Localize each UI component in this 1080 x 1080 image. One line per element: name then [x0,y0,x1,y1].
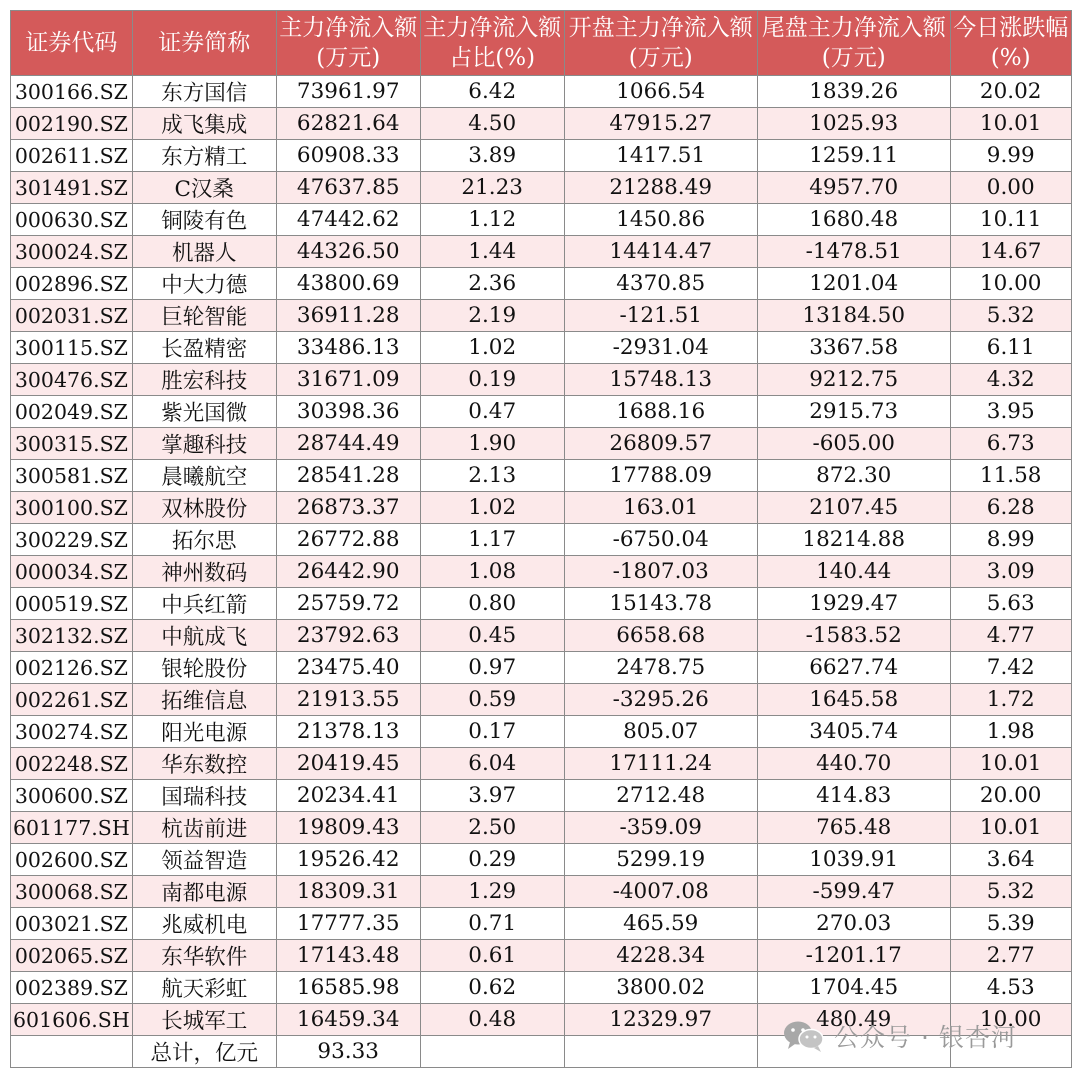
table-row [11,492,1072,524]
cell-closing-net-inflow: 1704.45 [757,972,950,1004]
cell-closing-net-inflow: 4957.70 [757,172,950,204]
cell-daily-change: 3.95 [950,396,1071,428]
cell-main-net-inflow: 28744.49 [276,428,420,460]
cell-main-net-inflow-ratio: 1.29 [420,876,564,908]
cell-main-net-inflow: 20419.45 [276,748,420,780]
header-closing-net-inflow: 尾盘主力净流入额(万元) [757,11,950,76]
cell-daily-change: 4.32 [950,364,1071,396]
cell-closing-net-inflow: 1645.58 [757,684,950,716]
cell-opening-net-inflow: 15748.13 [564,364,757,396]
cell-security-name: 中大力德 [132,268,276,300]
cell-security-code: 000519.SZ [11,588,133,620]
cell-opening-net-inflow: -6750.04 [564,524,757,556]
cell-main-net-inflow: 23792.63 [276,620,420,652]
header-main-net-inflow-ratio: 主力净流入额占比(%) [420,11,564,76]
cell-security-code: 003021.SZ [11,908,133,940]
cell-daily-change: 20.02 [950,76,1071,108]
cell-closing-net-inflow: 6627.74 [757,652,950,684]
fund-flow-table [10,10,1072,1068]
table-row [11,268,1072,300]
cell-main-net-inflow: 16459.34 [276,1004,420,1036]
cell-main-net-inflow: 21913.55 [276,684,420,716]
cell-opening-net-inflow: -1807.03 [564,556,757,588]
cell-opening-net-inflow: 21288.49 [564,172,757,204]
cell-opening-net-inflow: 1417.51 [564,140,757,172]
cell-security-code: 300581.SZ [11,460,133,492]
cell-daily-change: 2.77 [950,940,1071,972]
cell-daily-change: 6.28 [950,492,1071,524]
cell-security-name: 华东数控 [132,748,276,780]
cell-security-name: 紫光国微 [132,396,276,428]
cell-opening-net-inflow: 12329.97 [564,1004,757,1036]
total-empty-cell [11,1036,133,1068]
cell-daily-change: 20.00 [950,780,1071,812]
cell-closing-net-inflow: 872.30 [757,460,950,492]
cell-main-net-inflow: 26873.37 [276,492,420,524]
cell-security-name: 成飞集成 [132,108,276,140]
cell-main-net-inflow: 47637.85 [276,172,420,204]
cell-security-name: C汉桑 [132,172,276,204]
cell-security-code: 002190.SZ [11,108,133,140]
cell-security-name: 中兵红箭 [132,588,276,620]
cell-security-code: 002126.SZ [11,652,133,684]
cell-security-code: 601177.SH [11,812,133,844]
cell-main-net-inflow-ratio: 0.45 [420,620,564,652]
cell-security-code: 300600.SZ [11,780,133,812]
cell-daily-change: 6.73 [950,428,1071,460]
cell-security-name: 东方国信 [132,76,276,108]
cell-daily-change: 1.72 [950,684,1071,716]
cell-security-name: 阳光电源 [132,716,276,748]
total-label: 总计，亿元 [132,1036,276,1068]
cell-opening-net-inflow: -2931.04 [564,332,757,364]
table-row [11,812,1072,844]
table-row [11,844,1072,876]
cell-daily-change: 3.09 [950,556,1071,588]
cell-main-net-inflow-ratio: 1.12 [420,204,564,236]
cell-security-name: 双林股份 [132,492,276,524]
cell-main-net-inflow-ratio: 0.47 [420,396,564,428]
cell-security-name: 晨曦航空 [132,460,276,492]
cell-opening-net-inflow: 26809.57 [564,428,757,460]
cell-main-net-inflow: 17777.35 [276,908,420,940]
cell-daily-change: 14.67 [950,236,1071,268]
cell-closing-net-inflow: 2915.73 [757,396,950,428]
cell-main-net-inflow: 26772.88 [276,524,420,556]
cell-main-net-inflow-ratio: 6.04 [420,748,564,780]
table-row [11,748,1072,780]
table-row [11,428,1072,460]
cell-closing-net-inflow: -1478.51 [757,236,950,268]
table-row [11,108,1072,140]
cell-opening-net-inflow: 465.59 [564,908,757,940]
table-row [11,396,1072,428]
cell-daily-change: 10.11 [950,204,1071,236]
header-main-net-inflow: 主力净流入额(万元) [276,11,420,76]
cell-security-code: 300315.SZ [11,428,133,460]
cell-main-net-inflow: 23475.40 [276,652,420,684]
cell-main-net-inflow: 28541.28 [276,460,420,492]
cell-opening-net-inflow: 1450.86 [564,204,757,236]
cell-closing-net-inflow: 1039.91 [757,844,950,876]
cell-security-name: 中航成飞 [132,620,276,652]
cell-main-net-inflow: 26442.90 [276,556,420,588]
cell-security-name: 机器人 [132,236,276,268]
table-row [11,652,1072,684]
cell-daily-change: 6.11 [950,332,1071,364]
cell-main-net-inflow: 17143.48 [276,940,420,972]
table-row [11,940,1072,972]
cell-security-code: 000034.SZ [11,556,133,588]
cell-opening-net-inflow: 15143.78 [564,588,757,620]
cell-security-code: 601606.SH [11,1004,133,1036]
table-row [11,76,1072,108]
cell-closing-net-inflow: 440.70 [757,748,950,780]
cell-main-net-inflow: 18309.31 [276,876,420,908]
cell-main-net-inflow-ratio: 1.17 [420,524,564,556]
cell-main-net-inflow-ratio: 1.44 [420,236,564,268]
cell-main-net-inflow-ratio: 3.97 [420,780,564,812]
cell-opening-net-inflow: 3800.02 [564,972,757,1004]
cell-main-net-inflow-ratio: 2.36 [420,268,564,300]
cell-daily-change: 0.00 [950,172,1071,204]
cell-closing-net-inflow: 1025.93 [757,108,950,140]
cell-daily-change: 9.99 [950,140,1071,172]
cell-opening-net-inflow: 47915.27 [564,108,757,140]
cell-daily-change: 11.58 [950,460,1071,492]
cell-main-net-inflow: 43800.69 [276,268,420,300]
cell-opening-net-inflow: 805.07 [564,716,757,748]
table-row [11,684,1072,716]
cell-main-net-inflow: 20234.41 [276,780,420,812]
cell-main-net-inflow-ratio: 2.13 [420,460,564,492]
cell-security-name: 长城军工 [132,1004,276,1036]
cell-main-net-inflow: 44326.50 [276,236,420,268]
cell-security-code: 002261.SZ [11,684,133,716]
cell-security-code: 000630.SZ [11,204,133,236]
watermark [782,1018,1017,1054]
cell-security-code: 300274.SZ [11,716,133,748]
cell-daily-change: 4.77 [950,620,1071,652]
cell-main-net-inflow-ratio: 0.71 [420,908,564,940]
cell-closing-net-inflow: 270.03 [757,908,950,940]
table-row [11,364,1072,396]
cell-security-name: 掌趣科技 [132,428,276,460]
cell-opening-net-inflow: 163.01 [564,492,757,524]
cell-daily-change: 5.32 [950,300,1071,332]
cell-main-net-inflow: 25759.72 [276,588,420,620]
cell-closing-net-inflow: 765.48 [757,812,950,844]
cell-closing-net-inflow: -1583.52 [757,620,950,652]
cell-security-code: 300068.SZ [11,876,133,908]
cell-closing-net-inflow: -1201.17 [757,940,950,972]
table-row [11,588,1072,620]
cell-main-net-inflow-ratio: 4.50 [420,108,564,140]
cell-main-net-inflow-ratio: 0.59 [420,684,564,716]
header-security-code: 证券代码 [11,11,133,76]
cell-security-code: 002389.SZ [11,972,133,1004]
cell-closing-net-inflow: 13184.50 [757,300,950,332]
cell-closing-net-inflow: 140.44 [757,556,950,588]
table-row [11,204,1072,236]
cell-closing-net-inflow: 1839.26 [757,76,950,108]
cell-main-net-inflow: 33486.13 [276,332,420,364]
table-row [11,524,1072,556]
cell-closing-net-inflow: 414.83 [757,780,950,812]
cell-closing-net-inflow: 3405.74 [757,716,950,748]
cell-main-net-inflow-ratio: 1.02 [420,332,564,364]
cell-main-net-inflow: 31671.09 [276,364,420,396]
cell-main-net-inflow: 30398.36 [276,396,420,428]
table-row [11,908,1072,940]
cell-security-code: 302132.SZ [11,620,133,652]
cell-main-net-inflow-ratio: 0.62 [420,972,564,1004]
header-row [11,11,1072,76]
cell-opening-net-inflow: 2712.48 [564,780,757,812]
cell-daily-change: 1.98 [950,716,1071,748]
cell-main-net-inflow-ratio: 2.50 [420,812,564,844]
cell-closing-net-inflow: 18214.88 [757,524,950,556]
cell-opening-net-inflow: 2478.75 [564,652,757,684]
cell-security-code: 002065.SZ [11,940,133,972]
cell-opening-net-inflow: 4228.34 [564,940,757,972]
cell-closing-net-inflow: -605.00 [757,428,950,460]
cell-main-net-inflow-ratio: 0.17 [420,716,564,748]
cell-security-name: 杭齿前进 [132,812,276,844]
cell-security-name: 神州数码 [132,556,276,588]
cell-security-code: 300229.SZ [11,524,133,556]
cell-closing-net-inflow: 1929.47 [757,588,950,620]
cell-daily-change: 10.00 [950,1004,1071,1036]
cell-security-name: 领益智造 [132,844,276,876]
cell-security-name: 长盈精密 [132,332,276,364]
cell-security-name: 银轮股份 [132,652,276,684]
cell-main-net-inflow-ratio: 0.80 [420,588,564,620]
cell-security-code: 300476.SZ [11,364,133,396]
cell-main-net-inflow: 47442.62 [276,204,420,236]
watermark-text: 公众号 · 银杏河 [834,1023,1017,1052]
cell-main-net-inflow-ratio: 3.89 [420,140,564,172]
cell-daily-change: 10.01 [950,812,1071,844]
cell-opening-net-inflow: 6658.68 [564,620,757,652]
cell-security-code: 002611.SZ [11,140,133,172]
cell-security-name: 兆威机电 [132,908,276,940]
cell-security-name: 胜宏科技 [132,364,276,396]
header-security-name: 证券简称 [132,11,276,76]
table-row [11,556,1072,588]
cell-security-name: 拓尔思 [132,524,276,556]
table-row [11,236,1072,268]
cell-opening-net-inflow: -121.51 [564,300,757,332]
cell-closing-net-inflow: 2107.45 [757,492,950,524]
cell-daily-change: 8.99 [950,524,1071,556]
cell-closing-net-inflow: 1259.11 [757,140,950,172]
cell-main-net-inflow-ratio: 0.97 [420,652,564,684]
cell-security-code: 002896.SZ [11,268,133,300]
cell-opening-net-inflow: 5299.19 [564,844,757,876]
cell-security-name: 国瑞科技 [132,780,276,812]
cell-main-net-inflow-ratio: 21.23 [420,172,564,204]
cell-main-net-inflow: 36911.28 [276,300,420,332]
cell-security-code: 301491.SZ [11,172,133,204]
cell-security-name: 南都电源 [132,876,276,908]
table-row [11,332,1072,364]
cell-opening-net-inflow: -359.09 [564,812,757,844]
cell-main-net-inflow-ratio: 2.19 [420,300,564,332]
cell-main-net-inflow-ratio: 0.61 [420,940,564,972]
cell-security-name: 巨轮智能 [132,300,276,332]
total-value: 93.33 [276,1036,420,1068]
cell-opening-net-inflow: 4370.85 [564,268,757,300]
table-row [11,620,1072,652]
cell-daily-change: 4.53 [950,972,1071,1004]
cell-daily-change: 5.63 [950,588,1071,620]
cell-main-net-inflow: 19809.43 [276,812,420,844]
cell-security-code: 300100.SZ [11,492,133,524]
cell-main-net-inflow-ratio: 0.19 [420,364,564,396]
table-row [11,172,1072,204]
cell-main-net-inflow-ratio: 0.29 [420,844,564,876]
cell-closing-net-inflow: 480.49 [757,1004,950,1036]
cell-opening-net-inflow: -4007.08 [564,876,757,908]
cell-closing-net-inflow: 1680.48 [757,204,950,236]
cell-main-net-inflow-ratio: 6.42 [420,76,564,108]
cell-daily-change: 5.32 [950,876,1071,908]
total-empty-cell [564,1036,757,1068]
wechat-icon [782,1018,826,1054]
cell-main-net-inflow: 60908.33 [276,140,420,172]
cell-daily-change: 7.42 [950,652,1071,684]
header-opening-net-inflow: 开盘主力净流入额(万元) [564,11,757,76]
table-row [11,716,1072,748]
table-row [11,876,1072,908]
cell-security-code: 300024.SZ [11,236,133,268]
cell-daily-change: 5.39 [950,908,1071,940]
header-daily-change: 今日涨跌幅(%) [950,11,1071,76]
cell-security-code: 002049.SZ [11,396,133,428]
cell-main-net-inflow-ratio: 1.08 [420,556,564,588]
cell-closing-net-inflow: 9212.75 [757,364,950,396]
cell-opening-net-inflow: 1688.16 [564,396,757,428]
cell-main-net-inflow-ratio: 0.48 [420,1004,564,1036]
cell-closing-net-inflow: 1201.04 [757,268,950,300]
cell-security-code: 002031.SZ [11,300,133,332]
cell-main-net-inflow-ratio: 1.02 [420,492,564,524]
cell-security-name: 铜陵有色 [132,204,276,236]
cell-security-name: 拓维信息 [132,684,276,716]
cell-main-net-inflow: 16585.98 [276,972,420,1004]
cell-main-net-inflow: 21378.13 [276,716,420,748]
cell-opening-net-inflow: 1066.54 [564,76,757,108]
cell-security-code: 002600.SZ [11,844,133,876]
cell-main-net-inflow: 62821.64 [276,108,420,140]
cell-main-net-inflow-ratio: 1.90 [420,428,564,460]
table-row [11,780,1072,812]
table-row [11,460,1072,492]
cell-security-name: 东方精工 [132,140,276,172]
cell-opening-net-inflow: -3295.26 [564,684,757,716]
cell-closing-net-inflow: 3367.58 [757,332,950,364]
cell-security-name: 航天彩虹 [132,972,276,1004]
cell-opening-net-inflow: 17111.24 [564,748,757,780]
cell-closing-net-inflow: -599.47 [757,876,950,908]
cell-security-name: 东华软件 [132,940,276,972]
table-row [11,300,1072,332]
table-row [11,972,1072,1004]
cell-daily-change: 10.01 [950,108,1071,140]
cell-security-code: 300115.SZ [11,332,133,364]
cell-security-code: 002248.SZ [11,748,133,780]
cell-main-net-inflow: 73961.97 [276,76,420,108]
total-empty-cell [420,1036,564,1068]
cell-daily-change: 10.01 [950,748,1071,780]
cell-security-code: 300166.SZ [11,76,133,108]
table-row [11,140,1072,172]
cell-daily-change: 10.00 [950,268,1071,300]
cell-opening-net-inflow: 14414.47 [564,236,757,268]
cell-main-net-inflow: 19526.42 [276,844,420,876]
cell-opening-net-inflow: 17788.09 [564,460,757,492]
cell-daily-change: 3.64 [950,844,1071,876]
